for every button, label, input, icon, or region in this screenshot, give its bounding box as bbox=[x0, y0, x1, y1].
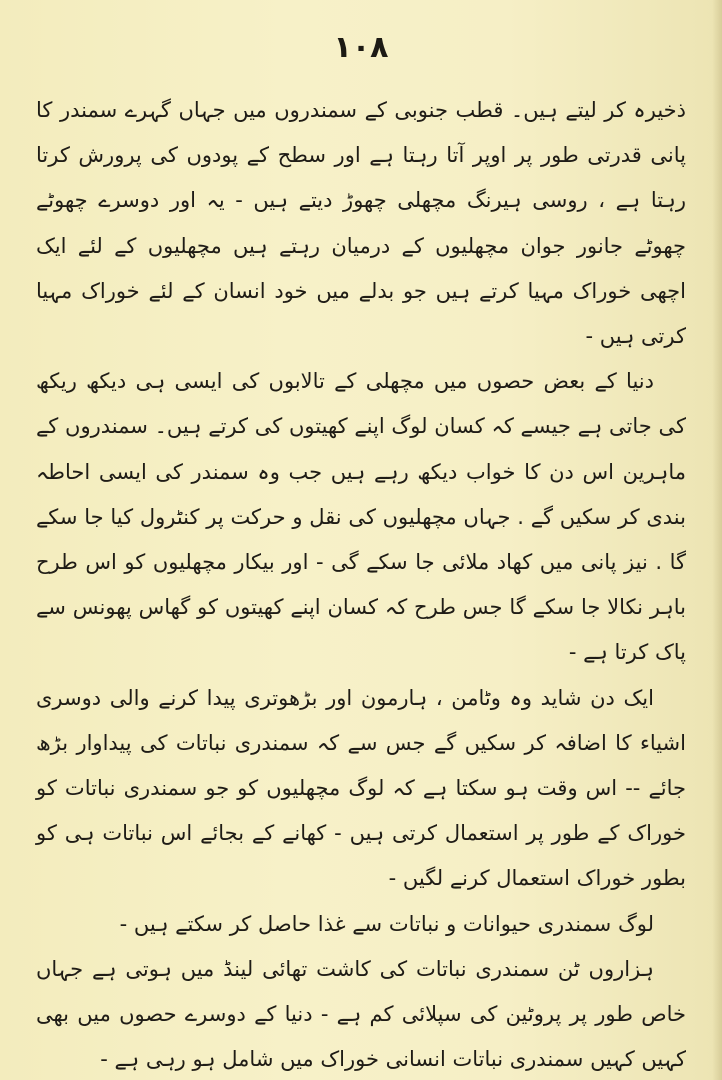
paragraph-vitamins-hormones: ایک دن شاید وہ وٹامن ، ہارمون اور بڑھوتری پیدا کرنے والی دوسری اشیاء کا اضافہ کر سکیں گے جس سے کہ سمندری نباتات کی پیداوار بڑھ جائے -- اس وقت ہو سکتا ہے کہ لوگ مچھلیوں کو جو سمندری نباتات کو خوراک کے طور پر استعمال کرتی ہیں - کھانے کے بجائے اس نباتات ہی کو بطور خوراک استعمال کرنے لگیں - bbox=[36, 685, 686, 891]
page-edge-shadow bbox=[712, 0, 722, 1080]
paragraph-thailand-cultivation: ہزاروں ٹن سمندری نباتات کی کاشت تھائی لینڈ میں ہوتی ہے جہاں خاص طور پر پروٹین کی سپلائی کم ہے - دنیا کے دوسرے حصوں میں بھی کہیں کہیں سمندری نباتات انسانی خوراک میں شامل ہو رہی ہے - bbox=[36, 956, 686, 1072]
page-body-text bbox=[36, 88, 686, 1080]
paragraph-fish-farming: دنیا کے بعض حصوں میں مچھلی کے تالابوں کی ایسی ہی دیکھ ریکھ کی جاتی ہے جیسے کہ کسان لوگ اپنے کھیتوں کی کرتے ہیں۔ سمندروں کے ماہرین اس دن کا خواب دیکھ رہے ہیں جب وہ سمندر کی ایسی احاطہ بندی کر سکیں گے . جہاں مچھلیوں کی نقل و حرکت پر کنٹرول کیا جا سکے گا . نیز پانی میں کھاد ملائی جا سکے گی - اور بیکار مچھلیوں کو اس طرح باہر نکالا جا سکے گا جس طرح کہ کسان اپنے کھیتوں کو گھاس پھونس سے پاک کرتا ہے - bbox=[36, 369, 686, 665]
paragraph-marine-food-chain: ذخیرہ کر لیتے ہیں۔ قطب جنوبی کے سمندروں میں جہاں گہرے سمندر کا پانی قدرتی طور پر اوپر آتا رہتا ہے اور سطح کے پودوں کی پرورش کرتا رہتا ہے ، روسی ہیرنگ مچھلی چھوڑ دیتے ہیں - یہ اور دوسرے چھوٹے چھوٹے جانور جوان مچھلیوں کے درمیان رہتے ہیں مچھلیوں کے لئے ایک اچھی خوراک مہیا کرتے ہیں جو بدلے میں خود انسان کے لئے خوراک مہیا کرتی ہیں - bbox=[36, 98, 686, 349]
paragraph-marine-food-source: لوگ سمندری حیوانات و نباتات سے غذا حاصل کر سکتے ہیں - bbox=[119, 911, 654, 936]
page-number: ۱۰۸ bbox=[333, 30, 389, 65]
